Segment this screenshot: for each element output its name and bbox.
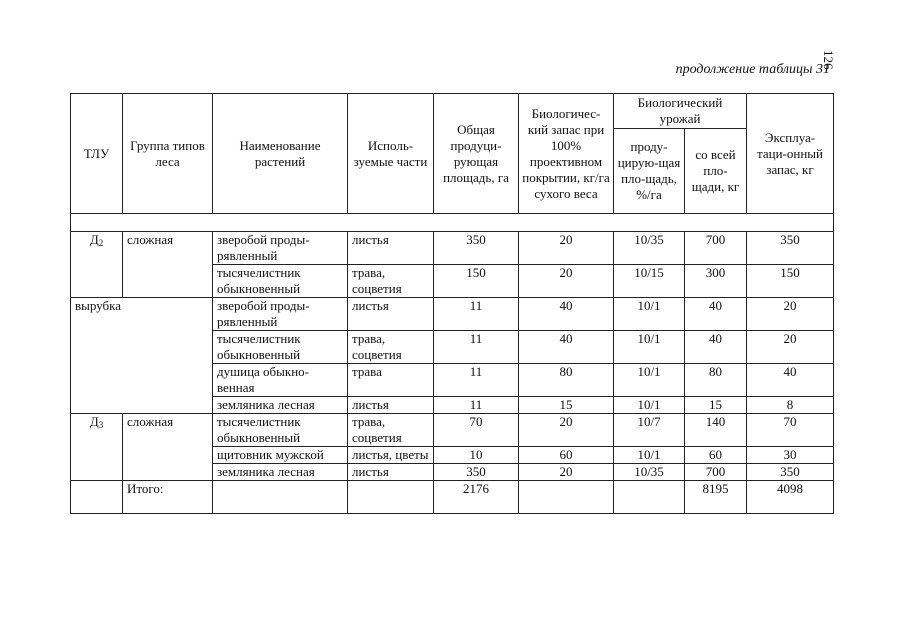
header-bio-yield-total: со всей пло-щади, кг	[685, 129, 747, 214]
cell-stock: 20	[519, 464, 614, 481]
cell-stock: 20	[519, 414, 614, 447]
header-plant: Наименование растений	[213, 94, 348, 214]
cell-exploit: 350	[747, 464, 834, 481]
header-bio-yield-productive: проду-цирую-щая пло-щадь, %/га	[614, 129, 685, 214]
cell-stock: 80	[519, 364, 614, 397]
cell-parts: трава, соцветия	[348, 265, 434, 298]
cell-plant: душица обыкно-венная	[213, 364, 348, 397]
table-row	[71, 298, 834, 331]
cell-stock: 40	[519, 331, 614, 364]
cell-area: 350	[434, 464, 519, 481]
cell-plant: земляника лесная	[213, 397, 348, 414]
cell-parts: трава, соцветия	[348, 331, 434, 364]
cell-stock: 60	[519, 447, 614, 464]
plants-table	[70, 93, 834, 514]
cell-parts: листья, цветы	[348, 447, 434, 464]
cell-group: сложная	[123, 414, 213, 481]
cell-plant: щитовник мужской	[213, 447, 348, 464]
cell-productive: 10/1	[614, 447, 685, 464]
cell-plant: тысячелистник обыкновенный	[213, 414, 348, 447]
cell-parts: трава	[348, 364, 434, 397]
cell-parts: листья	[348, 397, 434, 414]
cell-tlu: $Д_2$	[71, 232, 123, 298]
cell-parts: трава, соцветия	[348, 414, 434, 447]
cell-total: 700	[685, 464, 747, 481]
cell-total: 60	[685, 447, 747, 464]
totals-row	[71, 481, 834, 514]
cell-total: 40	[685, 298, 747, 331]
cell-productive: 10/1	[614, 298, 685, 331]
cell-exploit: 350	[747, 232, 834, 265]
cell-stock: 20	[519, 232, 614, 265]
table-continuation-caption: продолжение таблицы 31	[675, 62, 830, 77]
cell-plant: зверобой проды-рявленный	[213, 298, 348, 331]
cell-parts: листья	[348, 464, 434, 481]
header-parts: Исполь-зуемые части	[348, 94, 434, 214]
totals-exploit: 4098	[747, 481, 834, 514]
cell-total: 80	[685, 364, 747, 397]
header-area: Общая продуци-рующая площадь, га	[434, 94, 519, 214]
spacer-row	[71, 214, 834, 232]
cell-productive: 10/35	[614, 232, 685, 265]
totals-area: 2176	[434, 481, 519, 514]
cell-total: 40	[685, 331, 747, 364]
cell-exploit: 30	[747, 447, 834, 464]
cell-total: 140	[685, 414, 747, 447]
cell-area: 11	[434, 331, 519, 364]
cell-productive: 10/1	[614, 364, 685, 397]
cell-area: 150	[434, 265, 519, 298]
table-row	[71, 414, 834, 447]
cell-parts: листья	[348, 232, 434, 265]
cell-area: 11	[434, 364, 519, 397]
cell-parts: листья	[348, 298, 434, 331]
page-number: 126	[821, 50, 836, 70]
cell-exploit: 20	[747, 298, 834, 331]
cell-productive: 10/7	[614, 414, 685, 447]
cell-productive: 10/1	[614, 331, 685, 364]
totals-label: Итого:	[123, 481, 213, 514]
cell-group: сложная	[123, 232, 213, 298]
header-exploit: Эксплуа-таци-онный запас, кг	[747, 94, 834, 214]
cell-total: 300	[685, 265, 747, 298]
cell-exploit: 20	[747, 331, 834, 364]
cell-stock: 40	[519, 298, 614, 331]
cell-productive: 10/15	[614, 265, 685, 298]
cell-plant: тысячелистник обыкновенный	[213, 331, 348, 364]
cell-productive: 10/1	[614, 397, 685, 414]
table-row	[71, 232, 834, 265]
cell-stock: 15	[519, 397, 614, 414]
cell-area: 11	[434, 298, 519, 331]
cell-exploit: 8	[747, 397, 834, 414]
cell-tlu: $Д_3$	[71, 414, 123, 481]
cell-total: 700	[685, 232, 747, 265]
cell-total: 15	[685, 397, 747, 414]
cell-area: 70	[434, 414, 519, 447]
cell-plant: тысячелистник обыкновенный	[213, 265, 348, 298]
cell-plant: земляника лесная	[213, 464, 348, 481]
cell-tlu-group: вырубка	[71, 298, 213, 414]
cell-exploit: 150	[747, 265, 834, 298]
cell-area: 11	[434, 397, 519, 414]
header-tlu: ТЛУ	[71, 94, 123, 214]
header-bio-stock: Биологичес-кий запас при 100% проективном покрытии, кг/га сухого веса	[519, 94, 614, 214]
header-group: Группа типов леса	[123, 94, 213, 214]
cell-exploit: 70	[747, 414, 834, 447]
cell-plant: зверобой проды-рявленный	[213, 232, 348, 265]
cell-area: 350	[434, 232, 519, 265]
header-bio-yield: Биологический урожай	[614, 94, 747, 129]
cell-stock: 20	[519, 265, 614, 298]
totals-total: 8195	[685, 481, 747, 514]
cell-exploit: 40	[747, 364, 834, 397]
cell-productive: 10/35	[614, 464, 685, 481]
cell-area: 10	[434, 447, 519, 464]
